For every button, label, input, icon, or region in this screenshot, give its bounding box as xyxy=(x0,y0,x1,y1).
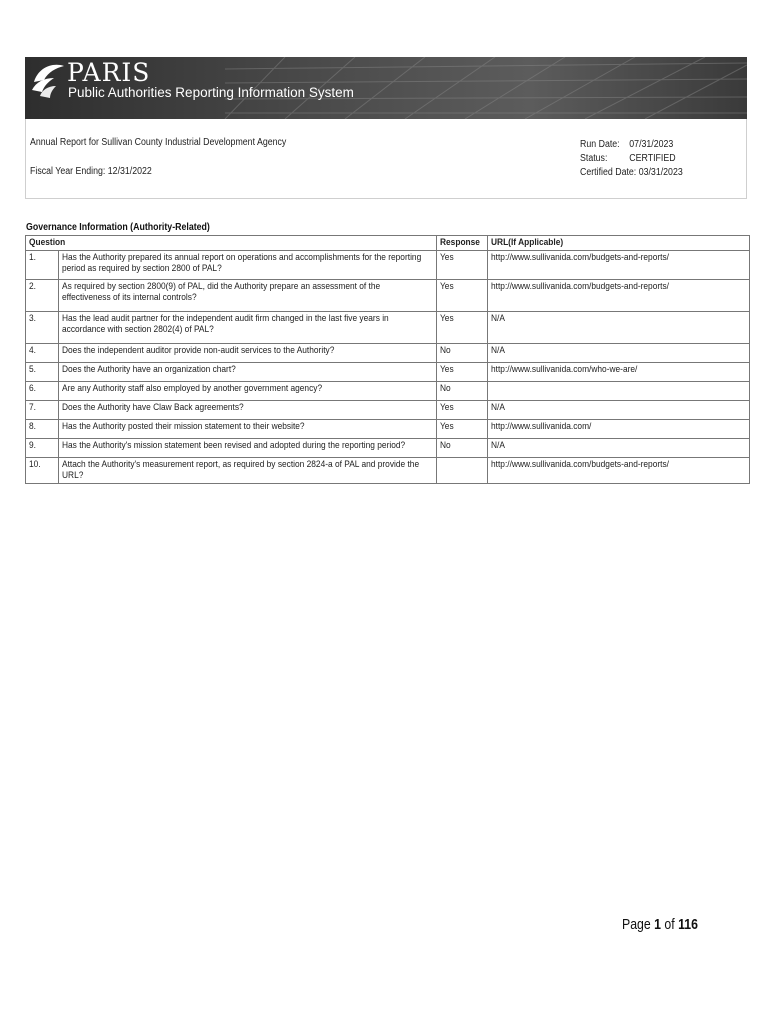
page-number xyxy=(622,916,698,933)
url-value: http://www.sullivanida.com/ xyxy=(488,419,750,438)
status-value: CERTIFIED xyxy=(629,153,676,164)
url-value: N/A xyxy=(488,343,750,362)
certified-date-value: 03/31/2023 xyxy=(638,167,683,178)
response-value: Yes xyxy=(437,311,488,343)
run-date-row xyxy=(580,139,673,150)
status-label: Status: xyxy=(580,153,608,164)
response-value xyxy=(437,457,488,483)
question-number: 8. xyxy=(26,419,59,438)
question-text: Does the Authority have an organization chart? xyxy=(59,362,437,381)
url-value: N/A xyxy=(488,311,750,343)
table-body xyxy=(26,250,750,483)
brand-name: PARIS xyxy=(67,58,151,87)
question-number: 2. xyxy=(26,279,59,311)
response-value: No xyxy=(437,381,488,400)
page-total: 116 xyxy=(678,916,698,933)
certified-date-label: Certified Date: xyxy=(580,167,637,178)
header-question: Question xyxy=(26,236,437,251)
question-text: Has the Authority prepared its annual report on operations and accomplishments for the reporting period as required by section 2800 of PAL? xyxy=(59,250,437,279)
url-value: http://www.sullivanida.com/who-we-are/ xyxy=(488,362,750,381)
response-value: No xyxy=(437,438,488,457)
url-value: http://www.sullivanida.com/budgets-and-reports/ xyxy=(488,457,750,483)
header-response: Response xyxy=(437,236,488,251)
table-row xyxy=(26,362,750,381)
question-text: Has the Authority's mission statement been revised and adopted during the reporting period? xyxy=(59,438,437,457)
table-row xyxy=(26,279,750,311)
question-number: 3. xyxy=(26,311,59,343)
certified-date-row xyxy=(580,167,683,178)
question-number: 1. xyxy=(26,250,59,279)
question-text: Are any Authority staff also employed by another government agency? xyxy=(59,381,437,400)
question-number: 4. xyxy=(26,343,59,362)
table-row xyxy=(26,381,750,400)
header-url: URL(If Applicable) xyxy=(488,236,750,251)
table-row xyxy=(26,343,750,362)
url-value: http://www.sullivanida.com/budgets-and-reports/ xyxy=(488,279,750,311)
question-text: Has the lead audit partner for the independent audit firm changed in the last five years in accordance with section 2802(4) of PAL? xyxy=(59,311,437,343)
url-value: N/A xyxy=(488,438,750,457)
governance-table xyxy=(25,235,750,484)
run-date-label: Run Date: xyxy=(580,139,620,150)
response-value: Yes xyxy=(437,279,488,311)
question-text: Has the Authority posted their mission statement to their website? xyxy=(59,419,437,438)
brand-subtitle: Public Authorities Reporting Information System xyxy=(68,85,354,100)
response-value: Yes xyxy=(437,362,488,381)
table-row xyxy=(26,311,750,343)
status-row xyxy=(580,153,676,164)
question-text: Does the Authority have Claw Back agreements? xyxy=(59,400,437,419)
response-value: Yes xyxy=(437,400,488,419)
table-row xyxy=(26,250,750,279)
question-number: 7. xyxy=(26,400,59,419)
question-number: 6. xyxy=(26,381,59,400)
url-value: N/A xyxy=(488,400,750,419)
response-value: No xyxy=(437,343,488,362)
question-number: 9. xyxy=(26,438,59,457)
page-of: of xyxy=(664,916,675,933)
response-value: Yes xyxy=(437,419,488,438)
run-date-value: 07/31/2023 xyxy=(629,139,674,150)
page-prefix: Page xyxy=(622,916,651,933)
question-text: Does the independent auditor provide non-audit services to the Authority? xyxy=(59,343,437,362)
fiscal-year: Fiscal Year Ending: 12/31/2022 xyxy=(30,166,152,177)
report-title: Annual Report for Sullivan County Industrial Development Agency xyxy=(30,137,287,148)
question-text: Attach the Authority's measurement report, as required by section 2824-a of PAL and provide the URL? xyxy=(59,457,437,483)
table-row xyxy=(26,438,750,457)
url-value xyxy=(488,381,750,400)
section-title: Governance Information (Authority-Related) xyxy=(26,222,210,233)
page-current: 1 xyxy=(654,916,662,933)
table-row xyxy=(26,457,750,483)
paris-banner xyxy=(25,57,747,119)
question-text: As required by section 2800(9) of PAL, did the Authority prepare an assessment of the effectiveness of its internal controls? xyxy=(59,279,437,311)
question-number: 5. xyxy=(26,362,59,381)
table-row xyxy=(26,419,750,438)
url-value: http://www.sullivanida.com/budgets-and-reports/ xyxy=(488,250,750,279)
table-row xyxy=(26,400,750,419)
paris-logo-icon xyxy=(30,60,66,100)
question-number: 10. xyxy=(26,457,59,483)
table-header-row xyxy=(26,236,750,251)
response-value: Yes xyxy=(437,250,488,279)
